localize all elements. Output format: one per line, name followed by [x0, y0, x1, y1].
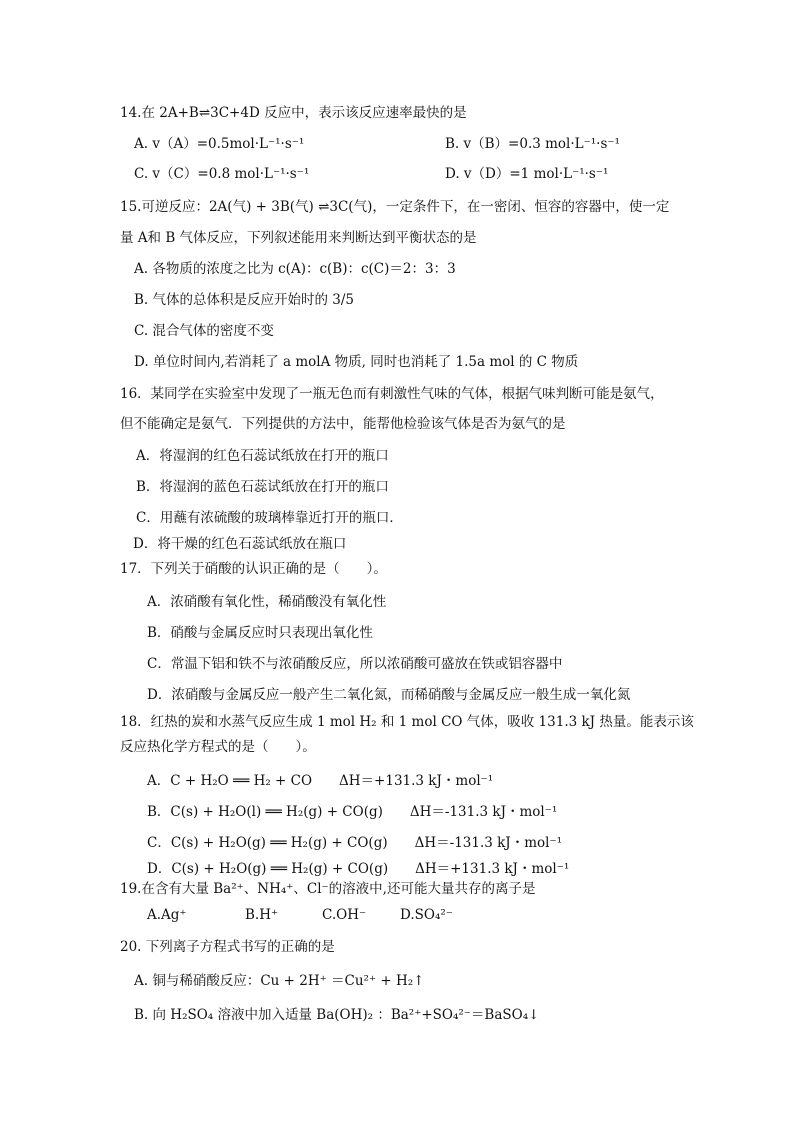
- q19-option-d: D.SO₄²⁻: [400, 907, 453, 923]
- q14-option-a: A. v（A）=0.5mol·L⁻¹·s⁻¹: [134, 136, 305, 152]
- q17-option-b: B．硝酸与金属反应时只表现出氧化性: [147, 625, 373, 641]
- q20-option-a: A. 铜与稀硝酸反应：Cu + 2H⁺ ＝Cu²⁺ + H₂↑: [134, 973, 425, 989]
- q14-stem: 14.在 2A+B⇌3C+4D 反应中，表示该反应速率最快的是: [120, 105, 467, 121]
- q14-option-d: D. v（D）=1 mol·L⁻¹·s⁻¹: [445, 166, 609, 182]
- q17-option-a: A．浓硝酸有氧化性，稀硝酸没有氧化性: [147, 594, 387, 610]
- q19-stem: 19.在含有大量 Ba²⁺、NH₄⁺、Cl⁻的溶液中,还可能大量共存的离子是: [120, 881, 536, 897]
- q20-option-b: B. 向 H₂SO₄ 溶液中加入适量 Ba(OH)₂ ：Ba²⁺+SO₄²⁻＝BaSO₄↓: [134, 1007, 540, 1023]
- q18-option-a: A．C + H₂O ══ H₂ + CO ΔH＝+131.3 kJ・mol⁻¹: [147, 773, 494, 789]
- q15-option-a: A. 各物质的浓度之比为 c(A)：c(B)：c(C)＝2：3：3: [134, 261, 456, 277]
- q19-option-a: A.Ag⁺: [147, 907, 187, 923]
- q15-option-d: D. 单位时间内,若消耗了 a molA 物质, 同时也消耗了 1.5a mol 的 C 物质: [134, 354, 579, 370]
- q18-option-c: C．C(s) + H₂O(g) ══ H₂(g) + CO(g) ΔH＝-131.3 kJ・mol⁻¹: [147, 835, 563, 851]
- q17-option-d: D．浓硝酸与金属反应一般产生二氧化氮，而稀硝酸与金属反应一般生成一氧化氮: [147, 687, 631, 703]
- q16-option-b: B．将湿润的蓝色石蕊试纸放在打开的瓶口: [136, 479, 389, 495]
- q14-option-c: C. v（C）=0.8 mol·L⁻¹·s⁻¹: [134, 166, 310, 182]
- q20-stem: 20. 下列离子方程式书写的正确的是: [120, 939, 335, 955]
- q17-option-c: C．常温下铝和铁不与浓硝酸反应，所以浓硝酸可盛放在铁或铝容器中: [147, 656, 563, 672]
- q18-option-b: B．C(s) + H₂O(l) ══ H₂(g) + CO(g) ΔH＝-131.3 kJ・mol⁻¹: [147, 804, 558, 820]
- q15-option-b: B. 气体的总体积是反应开始时的 3/5: [134, 292, 355, 308]
- q16-stem-line2: 但不能确定是氨气．下列提供的方法中，能帮他检验该气体是否为氨气的是: [120, 416, 566, 432]
- q18-stem-line1: 18．红热的炭和水蒸气反应生成 1 mol H₂ 和 1 mol CO 气体，吸收 131.3 kJ 热量。能表示该: [120, 714, 694, 730]
- q15-option-c: C. 混合气体的密度不变: [134, 323, 274, 339]
- q16-option-c: C．用蘸有浓硫酸的玻璃棒靠近打开的瓶口．: [136, 510, 403, 526]
- q14-option-b: B. v（B）=0.3 mol·L⁻¹·s⁻¹: [445, 136, 620, 152]
- q16-option-d: D．将干燥的红色石蕊试纸放在瓶口: [133, 536, 347, 552]
- q19-option-c: C.OH⁻: [322, 907, 367, 923]
- q18-stem-line2: 反应热化学方程式的是（ ）。: [120, 739, 316, 755]
- q15-stem-line1: 15.可逆反应：2A(气) + 3B(气) ⇌3C(气)，一定条件下，在一密闭、恒容的容器中，使一定: [120, 199, 670, 215]
- q15-stem-line2: 量 A和 B 气体反应，下列叙述能用来判断达到平衡状态的是: [120, 230, 477, 246]
- q19-option-b: B.H⁺: [245, 907, 279, 923]
- q18-option-d: D．C(s) + H₂O(g) ══ H₂(g) + CO(g) ΔH＝+131.3 kJ・mol⁻¹: [147, 861, 570, 877]
- q16-option-a: A．将湿润的红色石蕊试纸放在打开的瓶口: [136, 448, 389, 464]
- q17-stem: 17．下列关于硝酸的认识正确的是（ ）。: [120, 561, 387, 577]
- q16-stem-line1: 16．某同学在实验室中发现了一瓶无色而有刺激性气味的气体，根据气味判断可能是氨气，: [120, 386, 664, 402]
